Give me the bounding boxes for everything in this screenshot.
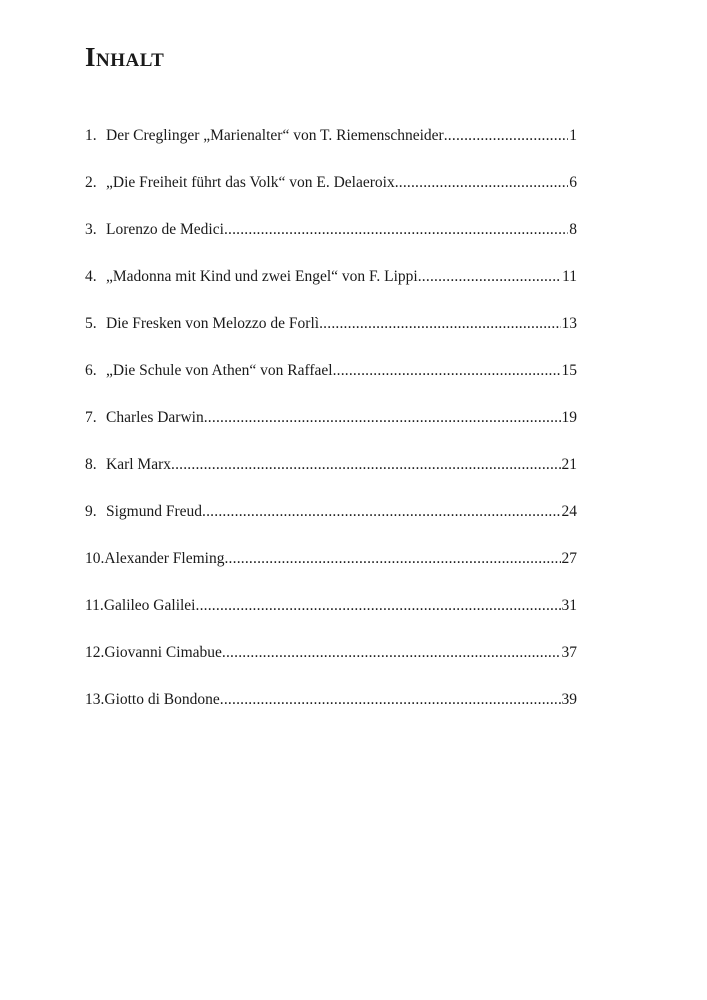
toc-entry xyxy=(85,126,577,173)
entry-title: „Die Freiheit führt das Volk“ von E. Delaeroix xyxy=(106,174,395,191)
entry-number: 7. xyxy=(85,409,97,426)
entry-number: 1. xyxy=(85,127,97,144)
dot-leader xyxy=(224,549,560,569)
entry-page-number: 27 xyxy=(561,550,577,567)
toc-entry xyxy=(85,361,577,408)
entry-number: 3. xyxy=(85,221,97,238)
entry-number: 11. xyxy=(85,597,104,614)
entry-page-number: 1 xyxy=(569,127,577,144)
toc-entry xyxy=(85,596,577,643)
entry-title: Die Fresken von Melozzo de Forlì xyxy=(106,315,320,332)
dot-leader xyxy=(171,455,561,475)
dot-leader xyxy=(202,502,560,522)
entry-page-number: 8 xyxy=(569,221,577,238)
entry-page-number: 6 xyxy=(569,174,577,191)
toc-entry xyxy=(85,408,577,455)
entry-number: 2. xyxy=(85,174,97,191)
dot-leader xyxy=(333,361,561,381)
entry-number: 8. xyxy=(85,456,97,473)
entry-title: Giotto di Bondone xyxy=(104,691,220,708)
entry-page-number: 19 xyxy=(561,409,577,426)
dot-leader xyxy=(444,126,569,146)
toc-entry xyxy=(85,455,577,502)
dot-leader xyxy=(418,267,561,287)
entry-number: 12. xyxy=(85,644,105,661)
toc-entry xyxy=(85,690,577,737)
toc-entry xyxy=(85,549,577,596)
entry-title: Sigmund Freud xyxy=(106,503,203,520)
dot-leader xyxy=(220,690,561,710)
toc-entry xyxy=(85,220,577,267)
dot-leader xyxy=(319,314,560,334)
table-of-contents xyxy=(85,126,577,737)
entry-number: 10. xyxy=(85,550,105,567)
entry-page-number: 11 xyxy=(562,268,577,285)
dot-leader xyxy=(222,643,561,663)
entry-page-number: 31 xyxy=(561,597,577,614)
dot-leader xyxy=(196,596,561,616)
entry-page-number: 24 xyxy=(561,503,577,520)
entry-page-number: 13 xyxy=(561,315,577,332)
entry-title: Der Creglinger „Marienalter“ von T. Riemenschneider xyxy=(106,127,444,144)
entry-page-number: 15 xyxy=(561,362,577,379)
toc-entry xyxy=(85,643,577,690)
toc-entry xyxy=(85,173,577,220)
entry-page-number: 37 xyxy=(561,644,577,661)
entry-title: Giovanni Cimabue xyxy=(104,644,222,661)
entry-title: „Madonna mit Kind und zwei Engel“ von F. Lippi xyxy=(106,268,418,285)
toc-entry xyxy=(85,314,577,361)
entry-title: Lorenzo de Medici xyxy=(106,221,224,238)
entry-page-number: 39 xyxy=(561,691,577,708)
dot-leader xyxy=(224,220,568,240)
entry-number: 5. xyxy=(85,315,97,332)
entry-number: 6. xyxy=(85,362,97,379)
entry-title: Karl Marx xyxy=(106,456,171,473)
entry-page-number: 21 xyxy=(561,456,577,473)
dot-leader xyxy=(395,173,569,193)
toc-entry xyxy=(85,267,577,314)
entry-title: Alexander Fleming xyxy=(104,550,225,567)
page-title: Inhalt xyxy=(85,42,165,72)
dot-leader xyxy=(204,408,561,428)
entry-title: Galileo Galilei xyxy=(103,597,196,614)
entry-title: Charles Darwin xyxy=(106,409,204,426)
entry-title: „Die Schule von Athen“ von Raffael xyxy=(106,362,333,379)
entry-number: 9. xyxy=(85,503,97,520)
entry-number: 13. xyxy=(85,691,105,708)
entry-number: 4. xyxy=(85,268,97,285)
toc-entry xyxy=(85,502,577,549)
